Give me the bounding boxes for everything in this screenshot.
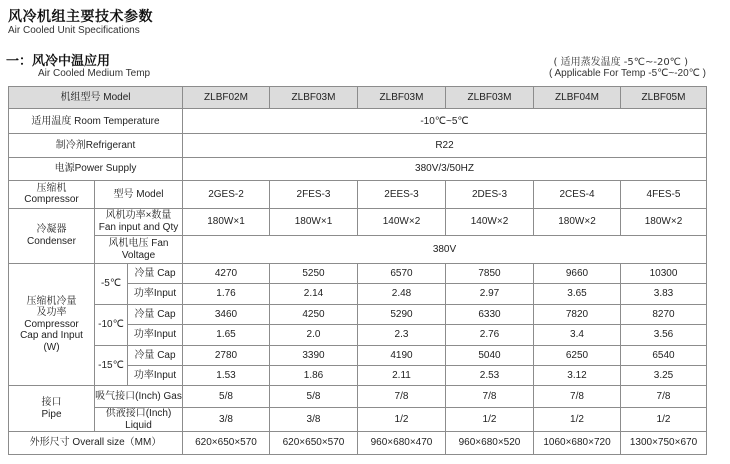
size-cell: 960×680×520	[446, 432, 534, 455]
input-cell: 2.11	[358, 365, 446, 385]
fan-power-cell: 180W×1	[270, 208, 358, 236]
cap-cell: 8270	[621, 304, 707, 324]
liquid-label: 供液接口(Inch) Liquid	[95, 407, 183, 432]
fan-power-cell: 140W×2	[358, 208, 446, 236]
power-value: 380V/3/50HZ	[183, 157, 707, 181]
size-row	[9, 432, 707, 455]
capacity-label-en: Cap and Input	[20, 330, 83, 342]
refrigerant-row	[9, 134, 707, 158]
gas-cell: 5/8	[183, 386, 270, 407]
model-cell: ZLBF03M	[358, 87, 446, 109]
cap-row-label: 冷量 Cap	[128, 304, 183, 324]
fan-power-cell: 180W×2	[621, 208, 707, 236]
cap-cell: 4190	[358, 345, 446, 365]
page-title: 风冷机组主要技术参数	[8, 9, 153, 25]
liquid-row	[9, 407, 707, 432]
input-cell: 1.76	[183, 284, 270, 304]
compressor-label-en: Compressor	[24, 194, 79, 206]
fan-voltage-label: 风机电压 Fan Voltage	[95, 236, 183, 264]
cap-cell: 6570	[358, 263, 446, 283]
cap-row	[9, 263, 707, 283]
liquid-cell: 1/2	[358, 407, 446, 432]
size-cell: 620×650×570	[183, 432, 270, 455]
room-temp-value: -10℃~5℃	[183, 109, 707, 134]
section-title: 一：风冷中温应用	[6, 54, 111, 69]
cap-cell: 2780	[183, 345, 270, 365]
temp-range-cn: ( 适用蒸发温度 -5℃~-20℃ )	[553, 57, 688, 68]
input-cell: 1.65	[183, 325, 270, 345]
evap-temp-label: -15℃	[95, 345, 128, 386]
model-cell: ZLBF04M	[534, 87, 621, 109]
condenser-label	[9, 208, 95, 263]
cap-row-label: 冷量 Cap	[128, 345, 183, 365]
input-cell: 1.53	[183, 365, 270, 385]
refrigerant-value: R22	[183, 134, 707, 158]
refrigerant-label: 制冷剂Refrigerant	[9, 134, 183, 158]
compressor-model-cell: 2FES-3	[270, 181, 358, 209]
compressor-model-cell: 4FES-5	[621, 181, 707, 209]
pipe-label	[9, 386, 95, 432]
pipe-label-cn: 接口	[41, 397, 62, 409]
cap-row	[9, 304, 707, 324]
gas-cell: 7/8	[534, 386, 621, 407]
capacity-label	[9, 263, 95, 386]
compressor-model-label: 型号 Model	[95, 181, 183, 209]
gas-cell: 7/8	[446, 386, 534, 407]
compressor-model-cell: 2GES-2	[183, 181, 270, 209]
fan-voltage-row	[9, 236, 707, 264]
input-cell: 3.56	[621, 325, 707, 345]
model-cell: ZLBF02M	[183, 87, 270, 109]
condenser-label-en: Condenser	[27, 235, 76, 247]
cap-cell: 6330	[446, 304, 534, 324]
liquid-cell: 1/2	[446, 407, 534, 432]
cap-cell: 3390	[270, 345, 358, 365]
input-cell: 1.86	[270, 365, 358, 385]
gas-cell: 5/8	[270, 386, 358, 407]
compressor-label	[9, 181, 95, 209]
input-cell: 2.76	[446, 325, 534, 345]
capacity-label-cn: 及功率	[36, 307, 67, 319]
model-cell: ZLBF05M	[621, 87, 707, 109]
fan-power-cell: 180W×2	[534, 208, 621, 236]
input-row-label: 功率Input	[128, 365, 183, 385]
cap-cell: 5040	[446, 345, 534, 365]
fan-power-cell: 180W×1	[183, 208, 270, 236]
cap-cell: 10300	[621, 263, 707, 283]
cap-cell: 4250	[270, 304, 358, 324]
model-label: 机组型号 Model	[9, 87, 183, 109]
size-cell: 1300×750×670	[621, 432, 707, 455]
input-cell: 2.53	[446, 365, 534, 385]
input-cell: 2.14	[270, 284, 358, 304]
liquid-cell: 3/8	[183, 407, 270, 432]
fan-power-label	[95, 208, 183, 236]
liquid-cell: 1/2	[534, 407, 621, 432]
input-row-label: 功率Input	[128, 284, 183, 304]
cap-row-label: 冷量 Cap	[128, 263, 183, 283]
room-temp-row	[9, 109, 707, 134]
gas-label: 吸气接口(Inch) Gas	[95, 386, 183, 407]
liquid-cell: 1/2	[621, 407, 707, 432]
input-cell: 3.25	[621, 365, 707, 385]
cap-cell: 5290	[358, 304, 446, 324]
gas-cell: 7/8	[621, 386, 707, 407]
room-temp-label: 适用温度 Room Temperature	[9, 109, 183, 134]
cap-cell: 4270	[183, 263, 270, 283]
liquid-cell: 3/8	[270, 407, 358, 432]
power-label: 电源Power Supply	[9, 157, 183, 181]
section-subtitle: Air Cooled Medium Temp	[38, 68, 151, 79]
model-cell: ZLBF03M	[270, 87, 358, 109]
temp-range-en: ( Applicable For Temp -5℃~-20℃ )	[548, 68, 706, 79]
model-cell: ZLBF03M	[446, 87, 534, 109]
condenser-label-cn: 冷凝器	[36, 224, 67, 236]
cap-cell: 9660	[534, 263, 621, 283]
cap-cell: 5250	[270, 263, 358, 283]
input-cell: 2.97	[446, 284, 534, 304]
compressor-model-cell: 2CES-4	[534, 181, 621, 209]
compressor-model-cell: 2DES-3	[446, 181, 534, 209]
fan-power-cell: 140W×2	[446, 208, 534, 236]
cap-cell: 3460	[183, 304, 270, 324]
input-cell: 2.0	[270, 325, 358, 345]
page-subtitle: Air Cooled Unit Specifications	[8, 25, 140, 36]
model-row	[9, 87, 707, 109]
capacity-label-cn: 压缩机冷量	[26, 295, 77, 307]
cap-cell: 6250	[534, 345, 621, 365]
input-row-label: 功率Input	[128, 325, 183, 345]
capacity-label-en: Compressor	[24, 318, 79, 330]
compressor-label-cn: 压缩机	[36, 182, 67, 194]
size-cell: 620×650×570	[270, 432, 358, 455]
size-cell: 960×680×470	[358, 432, 446, 455]
evap-temp-label: -10℃	[95, 304, 128, 345]
spec-table	[8, 86, 707, 455]
input-cell: 3.4	[534, 325, 621, 345]
gas-cell: 7/8	[358, 386, 446, 407]
power-row	[9, 157, 707, 181]
compressor-row	[9, 181, 707, 209]
input-cell: 3.12	[534, 365, 621, 385]
input-cell: 2.48	[358, 284, 446, 304]
gas-row	[9, 386, 707, 407]
fan-voltage-value: 380V	[183, 236, 707, 264]
size-label: 外形尺寸 Overall size（MM）	[9, 432, 183, 455]
cap-cell: 7820	[534, 304, 621, 324]
size-cell: 1060×680×720	[534, 432, 621, 455]
input-cell: 3.65	[534, 284, 621, 304]
fan-power-row	[9, 208, 707, 236]
cap-cell: 7850	[446, 263, 534, 283]
capacity-label-unit: (W)	[43, 341, 60, 353]
input-cell: 2.3	[358, 325, 446, 345]
input-cell: 3.83	[621, 284, 707, 304]
fan-power-label-cn: 风机功率×数量	[105, 210, 172, 222]
cap-row	[9, 345, 707, 365]
cap-cell: 6540	[621, 345, 707, 365]
evap-temp-label: -5℃	[95, 263, 128, 304]
fan-power-label-en: Fan input and Qty	[98, 221, 179, 233]
pipe-label-en: Pipe	[41, 408, 62, 420]
compressor-model-cell: 2EES-3	[358, 181, 446, 209]
